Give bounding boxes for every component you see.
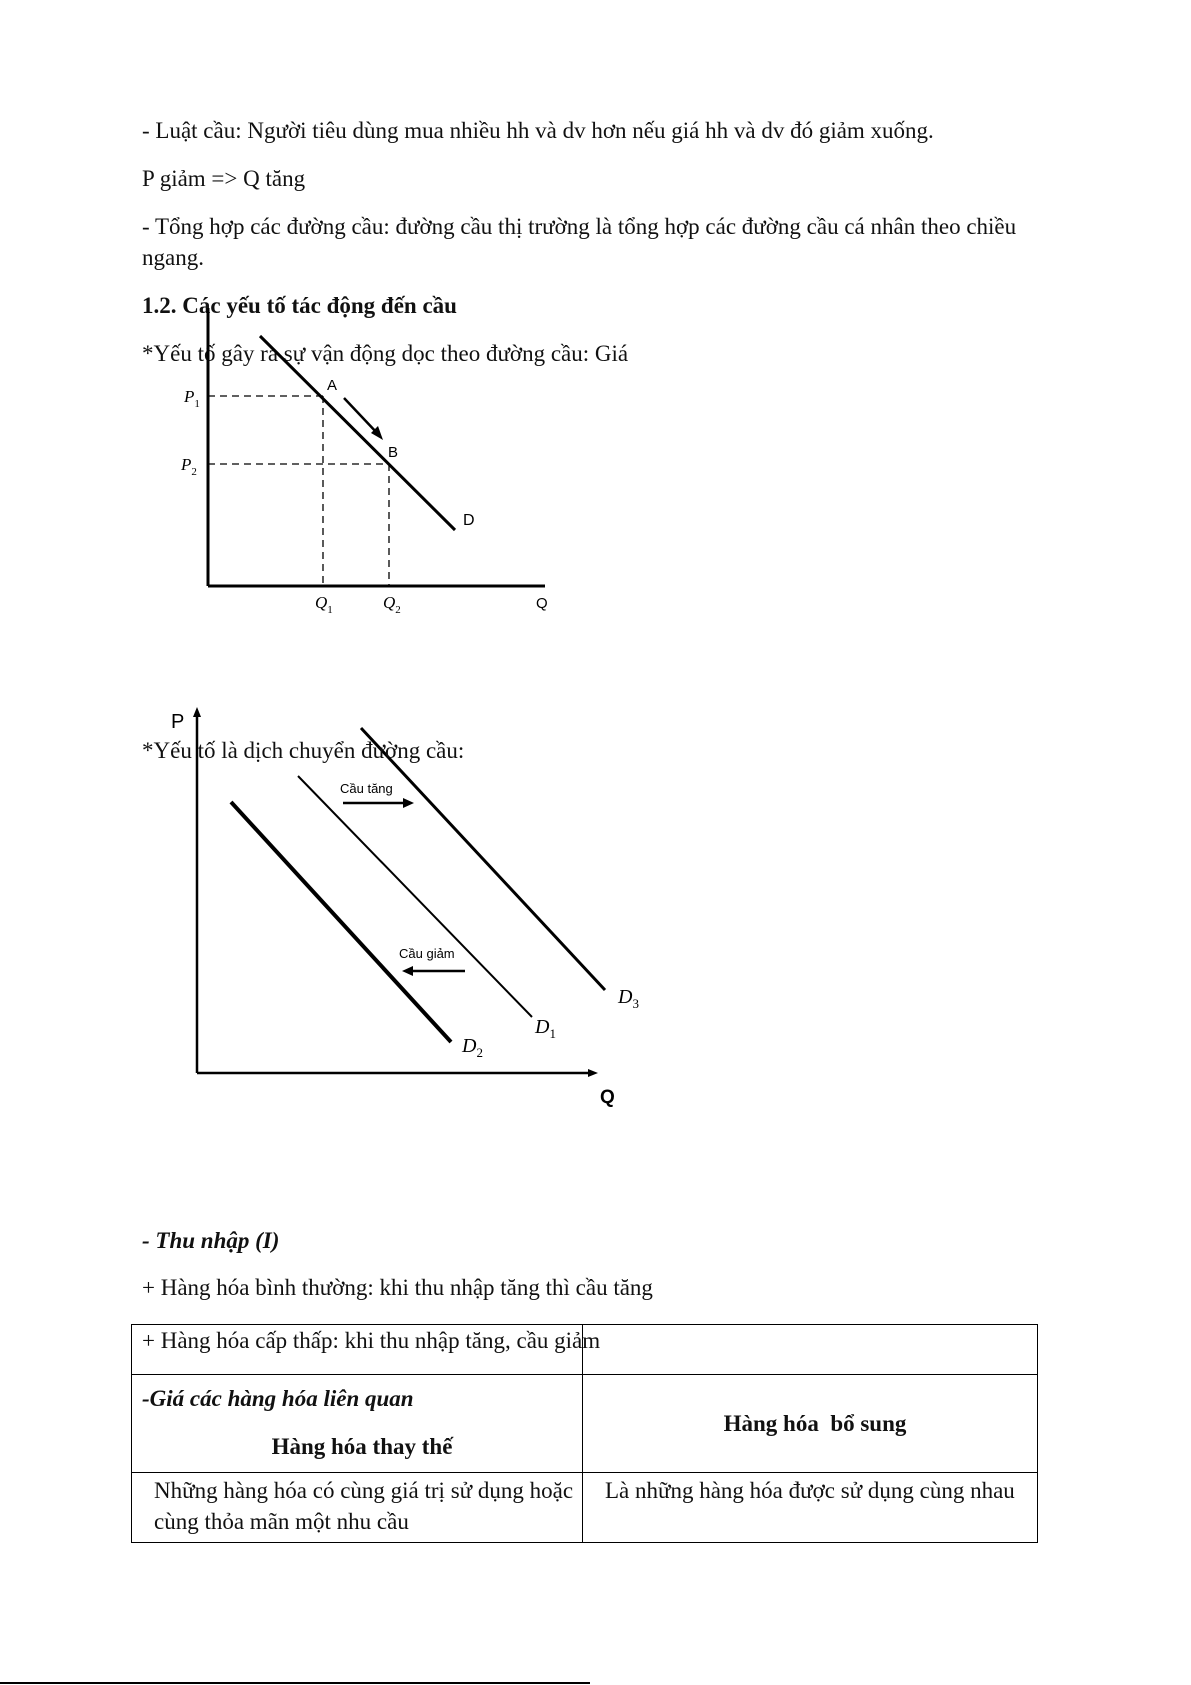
point-a-label: A [327,377,338,394]
table-row [132,1375,1038,1473]
footer-divider [0,1682,590,1684]
d2-label: $D_2$ [462,1035,483,1060]
point-b-label: B [388,444,399,461]
complements-header-cell [583,1375,1038,1473]
complements-desc: Là những hàng hóa được sử dụng cùng nhau [605,1478,1015,1503]
curve-d-label: D [463,512,475,529]
demand-increase-label: Cầu tăng [340,781,393,796]
table-row [132,1473,1038,1543]
inferior-goods-text: + Hàng hóa cấp thấp: khi thu nhập tăng, cầu giảm [142,1328,601,1353]
demand-increase-arrowhead [403,798,414,808]
substitutes-desc-cell [132,1473,583,1543]
normal-goods-text: + Hàng hóa bình thường: khi thu nhập tăng thì cầu tăng [142,1275,653,1300]
p1-tick-label: $P_1$ [184,387,200,410]
section-heading: 1.2. Các yếu tố tác động đến cầu [142,293,457,318]
law-of-demand-text: - Luật cầu: Người tiêu dùng mua nhiều hh và dv hơn nếu giá hh và dv đó giảm xuống. [142,118,934,143]
substitutes-header-cell [132,1375,583,1473]
d3-label: $D_3$ [618,986,639,1011]
chart1-x-axis-label: Q [536,595,548,612]
inferior-goods-cell [132,1325,601,1375]
related-goods-table [131,1324,1038,1543]
income-heading: - Thu nhập (I) [142,1228,280,1253]
demand-decrease-arrowhead [402,966,413,976]
q1-tick-label: $Q_1$ [315,593,333,616]
complements-desc-cell [583,1473,1038,1543]
substitutes-desc: Những hàng hóa có cùng giá trị sử dụng hoặc cùng thỏa mãn một nhu cầu [154,1478,574,1534]
p2-tick-label: $P_2$ [181,455,197,478]
demand-curve-d3 [361,728,605,990]
aggregation-text: - Tổng hợp các đường cầu: đường cầu thị trường là tổng hợp các đường cầu cá nhân theo chiều ngang. [142,214,1017,270]
demand-curve-d1 [298,776,532,1017]
table-row [132,1325,1038,1375]
chart2-x-axis-label: Q [600,1087,615,1108]
substitutes-header: Hàng hóa thay thế [271,1434,453,1459]
d1-label: $D_1$ [535,1016,556,1041]
complements-header: Hàng hóa bổ sung [723,1411,907,1436]
demand-decrease-label: Cầu giảm [399,946,455,961]
demand-curve-d2 [231,802,451,1042]
shift-factor-text: *Yếu tố là dịch chuyển đường cầu: [142,738,465,763]
chart2-x-axis-arrowhead [588,1069,598,1077]
movement-factor-text: *Yếu tố gây ra sự vận động dọc theo đường cầu: Giá [142,341,629,366]
empty-cell [583,1325,1038,1375]
q2-tick-label: $Q_2$ [383,593,401,616]
chart2-y-axis-arrowhead [193,707,201,717]
related-goods-heading: -Giá các hàng hóa liên quan [142,1386,414,1411]
chart2-y-axis-label: P [171,711,185,733]
price-quantity-text: P giảm => Q tăng [142,166,306,191]
